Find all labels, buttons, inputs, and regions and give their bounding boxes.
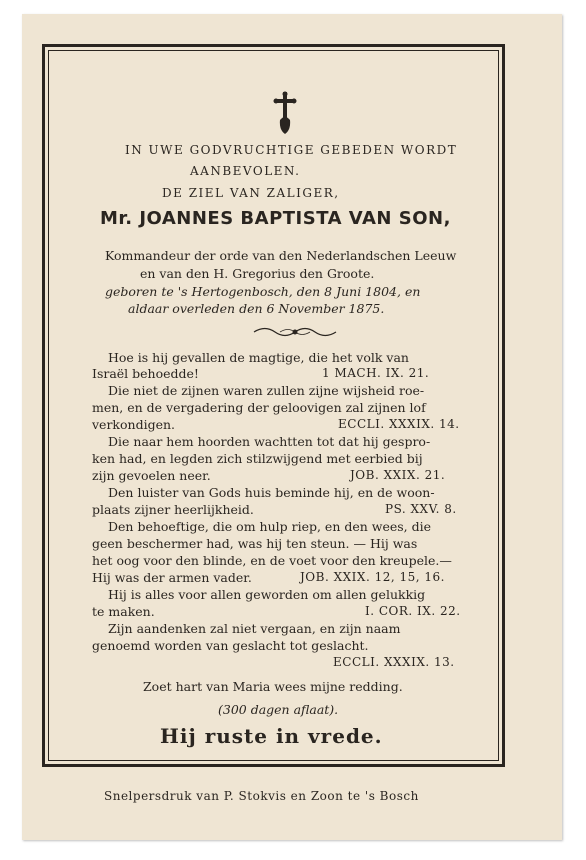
verse-reference: ECCLI. XXXIX. 14. — [338, 417, 460, 431]
verse-line: men, en de vergadering der geloovigen zal zijnen lof — [92, 400, 426, 415]
verse-line: Die niet de zijnen waren zullen zijne wijsheid roe- — [108, 383, 425, 398]
verse-reference: JOB. XXIX. 12, 15, 16. — [300, 570, 445, 584]
verse-reference: I. COR. IX. 22. — [365, 604, 461, 618]
verse-reference: 1 MACH. IX. 21. — [322, 366, 430, 380]
ornament-divider-icon — [250, 323, 340, 341]
verse-line: genoemd worden van geslacht tot geslacht. — [92, 638, 369, 653]
verse-line: Hij is alles voor allen geworden om allen gelukkig — [108, 587, 426, 602]
verse-line: ken had, en legden zich stilzwijgend met eerbied bij — [92, 451, 423, 466]
deceased-name: Mr. JOANNES BAPTISTA VAN SON, — [100, 208, 451, 229]
cross-icon — [272, 90, 298, 136]
printer-credit: Snelpersdruk van P. Stokvis en Zoon te 's Bosch — [104, 789, 419, 803]
verse-line: plaats zijner heerlijkheid. — [92, 502, 254, 517]
verse-line: Den luister van Gods huis beminde hij, en de woon- — [108, 485, 435, 500]
indulgence-note: (300 dagen aflaat). — [218, 702, 339, 717]
title-line-2: en van den H. Gregorius den Groote. — [140, 266, 375, 281]
verse-line: zijn gevoelen neer. — [92, 468, 211, 483]
verse-line: geen beschermer had, was hij ten steun. — Hij was — [92, 536, 418, 551]
verse-line: Zijn aandenken zal niet vergaan, en zijn naam — [108, 621, 401, 636]
title-line-1: Kommandeur der orde van den Nederlandschen Leeuw — [105, 248, 457, 263]
closing-line: Hij ruste in vrede. — [160, 724, 383, 748]
verse-line: Die naar hem hoorden wachtten tot dat hij gespro- — [108, 434, 431, 449]
header-line-1: IN UWE GODVRUCHTIGE GEBEDEN WORDT — [125, 143, 458, 157]
verse-line: het oog voor den blinde, en de voet voor den kreupele.— — [92, 553, 452, 568]
born-line: geboren te 's Hertogenbosch, den 8 Juni 1804, en — [105, 284, 421, 299]
prayer-line: Zoet hart van Maria wees mijne redding. — [143, 679, 403, 694]
verse-line: Israël behoedde! — [92, 366, 199, 381]
verse-reference: JOB. XXIX. 21. — [350, 468, 446, 482]
died-line: aldaar overleden den 6 November 1875. — [128, 301, 385, 316]
verse-reference: PS. XXV. 8. — [385, 502, 457, 516]
header-line-3: DE ZIEL VAN ZALIGER, — [162, 186, 340, 200]
verse-line: Den behoeftige, die om hulp riep, en den wees, die — [108, 519, 432, 534]
verse-line: Hij was der armen vader. — [92, 570, 252, 585]
verse-line: verkondigen. — [92, 417, 176, 432]
verse-reference: ECCLI. XXXIX. 13. — [333, 655, 455, 669]
header-line-2: AANBEVOLEN. — [190, 164, 301, 178]
verse-line: te maken. — [92, 604, 155, 619]
verse-line: Hoe is hij gevallen de magtige, die het volk van — [108, 350, 409, 365]
